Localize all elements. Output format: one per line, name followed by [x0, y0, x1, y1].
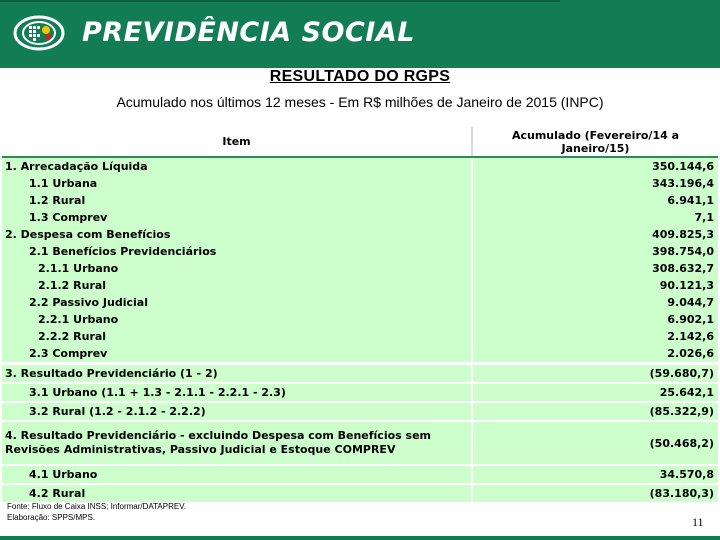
column-header-value-line1: Acumulado (Fevereiro/14 a — [511, 129, 679, 142]
row-value: 25.642,1 — [472, 383, 718, 402]
row-value: (85.322,9) — [472, 402, 718, 421]
table-row — [2, 175, 718, 192]
footer-prepared-by: Elaboração: SPPS/MPS. — [7, 513, 96, 522]
column-header-item: Item — [2, 127, 472, 157]
table-row — [2, 260, 718, 277]
table-row — [2, 328, 718, 345]
row-label: 3. Resultado Previdenciário (1 - 2) — [2, 364, 472, 384]
page-title: RESULTADO DO RGPS — [269, 68, 451, 85]
row-label: 1. Arrecadação Líquida — [2, 157, 472, 175]
row-label: 4. Resultado Previdenciário - excluindo Despesa com Benefícios sem Revisões Administrativas, Passivo Judicial e Estoque COMPREV — [2, 421, 472, 465]
row-value: 34.570,8 — [472, 465, 718, 484]
row-value: 90.121,3 — [472, 277, 718, 294]
table-row — [2, 311, 718, 328]
table-row — [2, 364, 718, 384]
row-label: 4.1 Urbano — [2, 465, 472, 484]
table-row — [2, 294, 718, 311]
table-row — [2, 484, 718, 502]
row-label: 3.1 Urbano (1.1 + 1.3 - 2.1.1 - 2.2.1 - 2.3) — [2, 383, 472, 402]
row-label: 1.1 Urbana — [2, 175, 472, 192]
table-row — [2, 465, 718, 484]
row-label: 1.2 Rural — [2, 192, 472, 209]
row-label: 2.1 Benefícios Previdenciários — [2, 243, 472, 260]
table-row — [2, 192, 718, 209]
results-table — [2, 127, 718, 502]
table-header-row — [2, 127, 718, 157]
table-row — [2, 383, 718, 402]
row-label: 2.2 Passivo Judicial — [2, 294, 472, 311]
row-label: 2.2.2 Rural — [2, 328, 472, 345]
row-value: (50.468,2) — [472, 421, 718, 465]
column-header-value — [472, 127, 718, 157]
footer-source: Fonte: Fluxo de Caixa INSS; Informar/DATAPREV. — [7, 502, 187, 511]
row-label: 2. Despesa com Benefícios — [2, 226, 472, 243]
table-row — [2, 277, 718, 294]
row-value: (59.680,7) — [472, 364, 718, 384]
table-row — [2, 402, 718, 421]
page-number: 11 — [692, 515, 704, 529]
column-header-value-line2: Janeiro/15) — [561, 142, 630, 155]
row-label: 4.2 Rural — [2, 484, 472, 502]
row-label: 1.3 Comprev — [2, 209, 472, 226]
previdencia-logo-icon — [12, 13, 70, 53]
table-row — [2, 345, 718, 364]
row-label: 3.2 Rural (1.2 - 2.1.2 - 2.2.2) — [2, 402, 472, 421]
row-value: 2.142,6 — [472, 328, 718, 345]
row-value: 6.902,1 — [472, 311, 718, 328]
row-value: 308.632,7 — [472, 260, 718, 277]
footer-bar — [0, 536, 720, 540]
page-subtitle: Acumulado nos últimos 12 meses - Em R$ milhões de Janeiro de 2015 (INPC) — [116, 94, 604, 110]
table-row — [2, 421, 718, 465]
footer-notes — [7, 501, 186, 523]
table-row — [2, 226, 718, 243]
row-value: (83.180,3) — [472, 484, 718, 502]
row-value: 9.044,7 — [472, 294, 718, 311]
brand-name: PREVIDÊNCIA SOCIAL — [82, 17, 415, 48]
row-value: 6.941,1 — [472, 192, 718, 209]
table-row — [2, 209, 718, 226]
table-row — [2, 243, 718, 260]
row-label: 2.2.1 Urbano — [2, 311, 472, 328]
row-label: 2.1.2 Rural — [2, 277, 472, 294]
header-banner — [0, 0, 720, 68]
row-value: 343.196,4 — [472, 175, 718, 192]
row-label: 2.3 Comprev — [2, 345, 472, 364]
header-rule — [0, 0, 560, 2]
row-value: 409.825,3 — [472, 226, 718, 243]
row-value: 398.754,0 — [472, 243, 718, 260]
row-value: 2.026,6 — [472, 345, 718, 364]
row-value: 7,1 — [472, 209, 718, 226]
row-label: 2.1.1 Urbano — [2, 260, 472, 277]
row-value: 350.144,6 — [472, 157, 718, 175]
table-row — [2, 157, 718, 175]
